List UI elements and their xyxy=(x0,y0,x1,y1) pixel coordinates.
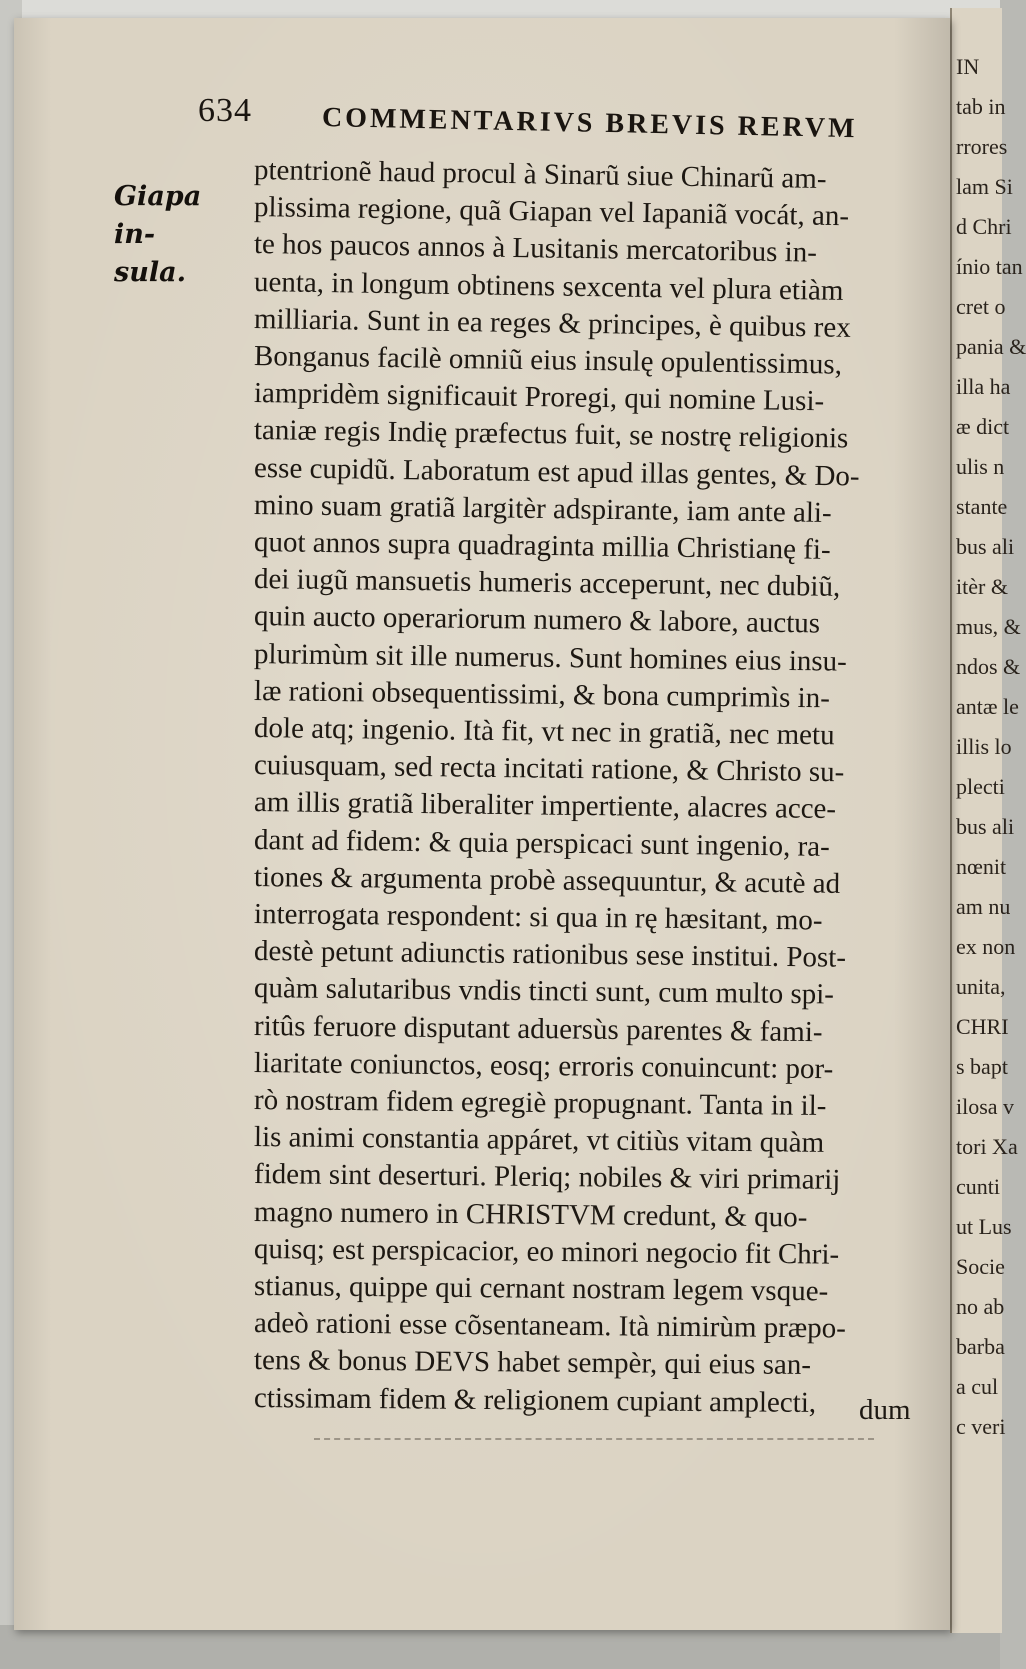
text-line: dei iugũ mansuetis humeris acceperunt, nec dubiũ, xyxy=(253,563,841,604)
facing-page-fragment: am nu xyxy=(956,894,1011,919)
facing-page-fragment: ex non xyxy=(956,934,1016,959)
facing-page-edge xyxy=(950,8,1026,1633)
facing-page-fragment: no ab xyxy=(956,1294,1005,1319)
text-line: liaritate coniunctos, eosq; erroris conuincunt: por- xyxy=(253,1046,834,1085)
faint-underline-mark xyxy=(314,1438,874,1441)
facing-page-fragment: CHRI xyxy=(956,1014,1009,1039)
text-line: uenta, in longum obtinens sexcenta vel plura etiàm xyxy=(253,265,844,307)
text-line: te hos paucos annos à Lusitanis mercatoribus in- xyxy=(253,228,818,269)
text-line: quin aucto operariorum numero & labore, auctus xyxy=(253,600,821,640)
facing-page-fragment: nœnit xyxy=(956,854,1007,879)
text-line: cuiusquam, sed recta incitati ratione, & Christo su- xyxy=(253,749,845,789)
facing-page-fragment: bus ali xyxy=(956,814,1015,839)
text-line: tens & bonus DEVS habet sempèr, qui eius san- xyxy=(253,1344,812,1382)
facing-page-fragment: ínio tan xyxy=(956,254,1023,279)
text-line: magno numero in CHRISTVM credunt, & quo- xyxy=(253,1195,808,1234)
text-line: adeò rationi esse cõsentaneam. Ità nimirùm præpo- xyxy=(253,1307,847,1345)
facing-page-fragment: mus, & xyxy=(956,614,1021,639)
facing-page-fragment: æ dict xyxy=(956,414,1010,439)
text-line: taniæ regis Indię præfectus fuit, se nostrę religionis xyxy=(253,414,849,455)
text-line: ctissimam fidem & religionem cupiant amplecti, xyxy=(253,1381,817,1419)
facing-page-fragment: rrores xyxy=(956,134,1008,159)
text-line: quot annos supra quadraginta millia Christianę fi- xyxy=(253,526,831,566)
facing-page-fragment: ndos & xyxy=(956,654,1021,679)
facing-page-fragment: s bapt xyxy=(956,1054,1008,1079)
facing-page-fragment: cunti xyxy=(956,1174,1000,1199)
facing-page-fragment: a cul xyxy=(956,1374,999,1399)
facing-page-fragment: itèr & xyxy=(956,574,1008,599)
running-head: COMMENTARIVS BREVIS RERVM xyxy=(321,102,858,145)
facing-page-fragment: c veri xyxy=(956,1414,1006,1439)
facing-page-fragment: Socie xyxy=(956,1254,1005,1279)
text-line: ritûs feruore disputant aduersùs parentes & fami- xyxy=(253,1009,823,1048)
text-line: dant ad fidem: & quia perspicaci sunt ingenio, ra- xyxy=(253,823,830,863)
text-line: fidem sint deserturi. Pleriq; nobiles & viri primarij xyxy=(253,1158,841,1197)
facing-page-fragment: IN xyxy=(956,54,980,79)
backdrop-bottom-edge xyxy=(0,1625,1000,1669)
text-line: tiones & argumenta probè assequuntur, & acutè ad xyxy=(253,860,841,900)
text-line: mino suam gratiã largitèr adspirante, iam ante ali- xyxy=(253,488,832,529)
text-line: destè petunt adiunctis rationibus sese institui. Post- xyxy=(253,935,847,974)
facing-page-fragment: lam Si xyxy=(956,174,1013,199)
book-page xyxy=(14,18,950,1630)
text-line: milliaria. Sunt in ea reges & principes, è quibus rex xyxy=(253,302,851,344)
facing-page-fragment: stante xyxy=(956,494,1008,519)
facing-page-fragment: antæ le xyxy=(956,694,1019,719)
text-line: quàm salutaribus vndis tincti sunt, cum multo spi- xyxy=(253,972,835,1011)
text-line: plurimùm sit ille numerus. Sunt homines eius insu- xyxy=(253,637,848,678)
facing-page-fragment: illis lo xyxy=(956,734,1012,759)
text-line: ptentrionẽ haud procul à Sinarũ siue Chinarũ am- xyxy=(253,154,827,195)
text-line: quisq; est perspicacior, eo minori negocio fit Chri- xyxy=(253,1232,840,1271)
text-line: am illis gratiã liberaliter impertiente, alacres acce- xyxy=(253,786,837,826)
facing-page-fragment: ilosa v xyxy=(956,1094,1015,1119)
text-line: dole atq; ingenio. Ità fit, vt nec in gratiã, nec metu xyxy=(253,712,835,752)
facing-page-fragment: barba xyxy=(956,1334,1005,1359)
facing-page-fragment: tab in xyxy=(956,94,1006,119)
margin-note-line: Giapa in- xyxy=(114,181,202,250)
facing-page-fragment: ulis n xyxy=(956,454,1005,479)
facing-page-fragment: plecti xyxy=(956,774,1005,799)
catchword: dum xyxy=(859,1394,911,1426)
text-line: plissima regione, quã Giapan vel Iapaniã vocát, an- xyxy=(253,191,850,233)
text-line: Bonganus facilè omniũ eius insulę opulentissimus, xyxy=(253,340,843,381)
text-line: lis animi constantia appáret, vt citiùs vitam quàm xyxy=(253,1121,825,1160)
facing-page-fragment: tori Xa xyxy=(956,1134,1018,1159)
text-line: læ rationi obsequentissimi, & bona cumprimìs in- xyxy=(253,674,831,715)
text-line: iampridèm significauit Proregi, qui nomine Lusi- xyxy=(253,377,825,418)
margin-note xyxy=(114,178,244,292)
text-line: rò nostram fidem egregiè propugnant. Tanta in il- xyxy=(253,1084,827,1122)
margin-note-line: sula. xyxy=(114,257,186,288)
facing-page-fragment: unita, xyxy=(956,974,1006,999)
text-line: interrogata respondent: si qua in rę hæsitant, mo- xyxy=(253,898,823,937)
facing-page-fragment: pania & xyxy=(956,334,1026,359)
facing-page-fragment: d Chri xyxy=(956,214,1012,239)
facing-page-fragment: bus ali xyxy=(956,534,1015,559)
text-line: esse cupidũ. Laboratum est apud illas gentes, & Do- xyxy=(253,451,860,493)
facing-page-fragment: cret o xyxy=(956,294,1006,319)
facing-page-fragment: illa ha xyxy=(956,374,1011,399)
text-line: stianus, quippe qui cernant nostram legem vsque- xyxy=(253,1270,829,1308)
page-number: 634 xyxy=(198,92,252,129)
facing-page-fragment: ut Lus xyxy=(956,1214,1012,1239)
